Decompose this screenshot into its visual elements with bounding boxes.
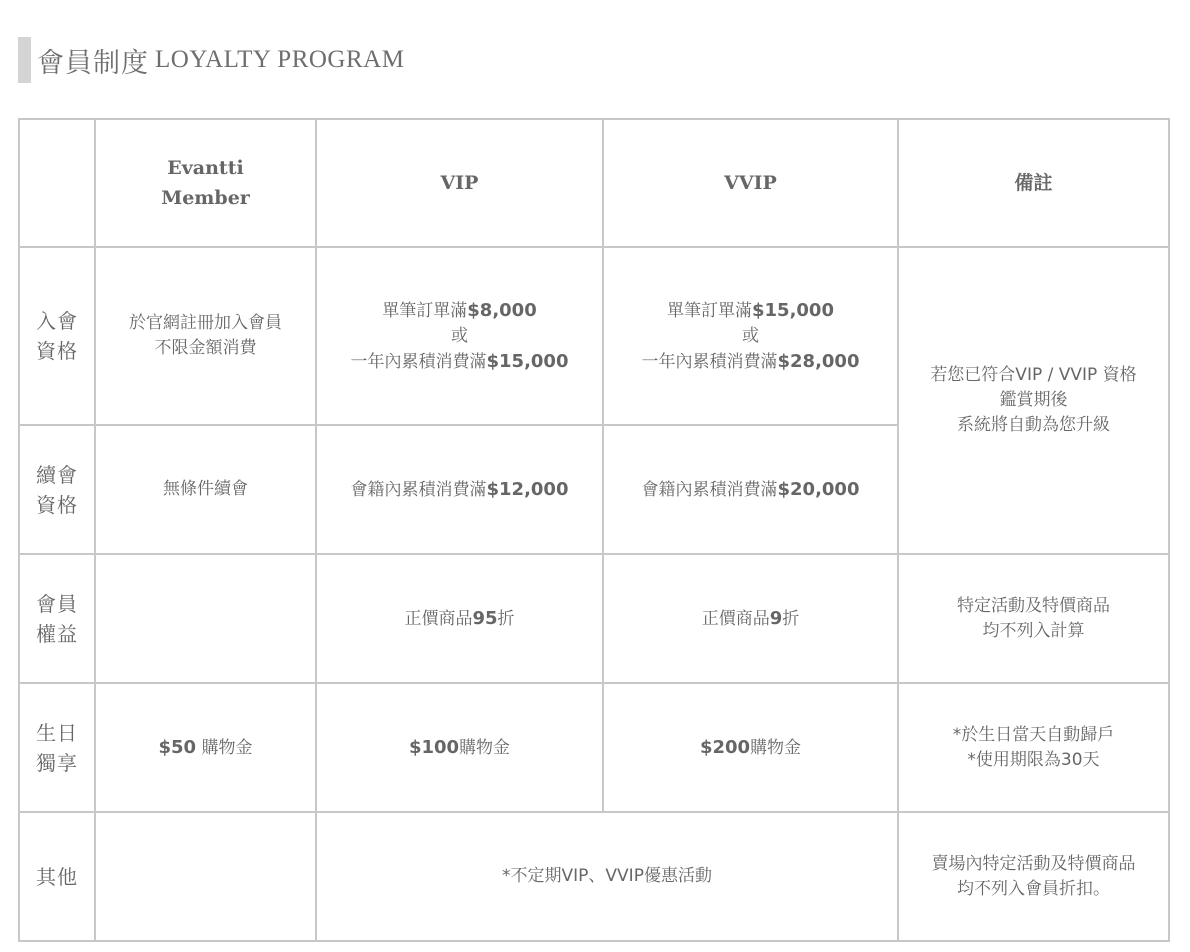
join-note-line2: 鑑賞期後: [999, 390, 1068, 410]
birthday-vvip-amount: $200: [699, 736, 751, 758]
other-note-line1: 賣場內特定活動及特價商品: [931, 853, 1136, 874]
join-vip-cell: [316, 247, 603, 425]
birthday-vvip-text: 購物金: [750, 737, 802, 758]
other-promo-cell: *不定期VIP、VVIP優惠活動: [316, 812, 898, 941]
join-vvip-line1-text: 單筆訂單滿: [667, 300, 752, 321]
benefit-vip-amount: 95: [472, 607, 498, 629]
other-note-cell: [898, 812, 1169, 941]
join-vip-or: 或: [451, 325, 468, 346]
birthday-member-cell: [95, 683, 316, 812]
join-member-cell: [95, 247, 316, 425]
benefit-vip-suffix: 折: [497, 608, 515, 629]
join-vvip-line1: [612, 298, 889, 324]
renew-member-cell: 無條件續會: [95, 425, 316, 554]
table-row-birthday: [19, 683, 1169, 812]
join-vip-line1: [325, 298, 594, 324]
join-renew-note-cell: [898, 247, 1169, 554]
row-label-join-line1: 入會: [36, 309, 78, 333]
join-vip-line3-text: 一年內累積消費滿: [350, 351, 487, 372]
benefit-member-cell: [95, 554, 316, 683]
renew-vip-cell: [316, 425, 603, 554]
benefit-note-cell: [898, 554, 1169, 683]
row-label-other: 其他: [19, 812, 95, 941]
renew-vvip-amount: $20,000: [777, 478, 860, 500]
renew-vip-amount: $12,000: [486, 478, 569, 500]
join-vip-line1-amount: $8,000: [467, 299, 537, 321]
row-label-renew-line1: 續會: [36, 462, 78, 487]
birthday-note-cell: [898, 683, 1169, 812]
row-label-benefit-line2: 權益: [36, 621, 78, 646]
benefit-note-line1: 特定活動及特價商品: [957, 595, 1110, 616]
table-row-benefit: [19, 554, 1169, 683]
benefit-vvip-suffix: 折: [782, 608, 800, 629]
loyalty-table: [18, 118, 1170, 942]
benefit-vip-text: 正價商品: [404, 608, 473, 629]
row-label-join: [19, 247, 95, 425]
row-label-birthday: [19, 683, 95, 812]
heading-title-en: LOYALTY PROGRAM: [155, 46, 405, 73]
other-note-line2: 均不列入會員折扣。: [957, 878, 1110, 899]
join-vip-line3-amount: $15,000: [486, 350, 569, 372]
join-vvip-line3-amount: $28,000: [777, 350, 860, 372]
benefit-vvip-text: 正價商品: [701, 608, 770, 629]
join-vip-line1-text: 單筆訂單滿: [382, 300, 468, 321]
join-note-line1: 若您已符合VIP / VVIP 資格: [930, 365, 1137, 385]
row-label-benefit: [19, 554, 95, 683]
join-member-line1: 於官網註冊加入會員: [129, 313, 282, 333]
birthday-member-text: 購物金: [196, 737, 253, 758]
birthday-vip-cell: [316, 683, 603, 812]
page-heading: [18, 37, 404, 83]
header-notes: 備註: [898, 119, 1169, 247]
join-vvip-line3-text: 一年內累積消費滿: [641, 351, 778, 372]
header-member-line1: Evantti: [167, 157, 244, 179]
birthday-vip-text: 購物金: [459, 737, 511, 758]
header-empty-cell: [19, 119, 95, 247]
row-label-birthday-line2: 獨享: [36, 750, 78, 775]
renew-vip-text: 會籍內累積消費滿: [350, 479, 487, 500]
join-note-line3: 系統將自動為您升級: [957, 415, 1110, 435]
table-row-other: [19, 812, 1169, 941]
benefit-vvip-amount: 9: [769, 607, 783, 629]
birthday-note-line2: *使用期限為30天: [967, 749, 1100, 770]
heading-title-zh: 會員制度: [37, 47, 149, 79]
birthday-vvip-cell: [603, 683, 898, 812]
heading-accent-bar: [18, 37, 31, 83]
join-member-line2: 不限金額消費: [154, 338, 257, 358]
birthday-member-amount: $50: [158, 736, 197, 758]
row-label-join-line2: 資格: [36, 339, 78, 363]
birthday-note-line1: *於生日當天自動歸戶: [952, 724, 1115, 745]
header-member-line2: Member: [161, 187, 250, 209]
renew-vvip-text: 會籍內累積消費滿: [641, 479, 778, 500]
join-vip-line3: [325, 349, 594, 375]
other-member-cell: [95, 812, 316, 941]
row-label-renew: [19, 425, 95, 554]
row-label-renew-line2: 資格: [36, 492, 78, 517]
benefit-vip-cell: [316, 554, 603, 683]
renew-vvip-cell: [603, 425, 898, 554]
join-vvip-or: 或: [742, 325, 759, 346]
table-header-row: [19, 119, 1169, 247]
join-vvip-line3: [612, 349, 889, 375]
benefit-note-line2: 均不列入計算: [982, 620, 1085, 641]
join-vvip-line1-amount: $15,000: [752, 299, 834, 321]
table-row-join: [19, 247, 1169, 425]
header-vip: VIP: [316, 119, 603, 247]
join-vvip-cell: [603, 247, 898, 425]
row-label-benefit-line1: 會員: [36, 591, 78, 616]
benefit-vvip-cell: [603, 554, 898, 683]
birthday-vip-amount: $100: [408, 736, 460, 758]
header-member: [95, 119, 316, 247]
row-label-birthday-line1: 生日: [36, 720, 78, 745]
header-vvip: VVIP: [603, 119, 898, 247]
